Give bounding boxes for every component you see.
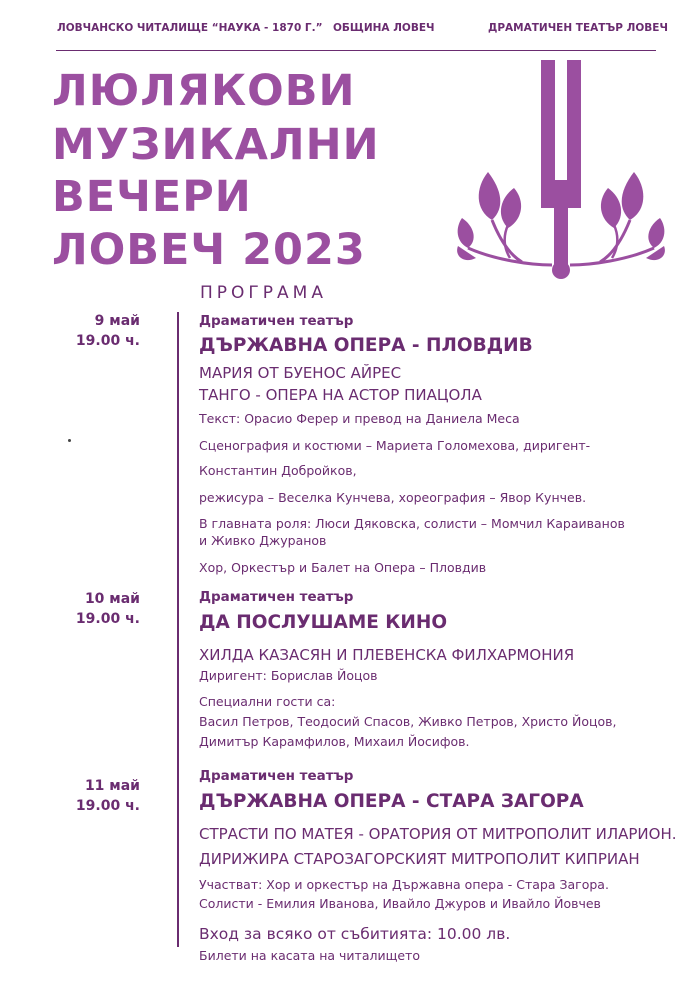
event-2-subtitle-1: ХИЛДА КАЗАСЯН И ПЛЕВЕНСКА ФИЛХАРМОНИЯ [199, 646, 575, 664]
event-2-headline: ДА ПОСЛУШАМЕ КИНО [199, 612, 448, 633]
print-speck [68, 439, 71, 442]
event-2-line-4: Димитър Карамфилов, Михаил Йосифов. [199, 734, 470, 749]
event-1-venue: Драматичен театър [199, 313, 354, 329]
entry-price: Вход за всяко от събитията: 10.00 лв. [199, 925, 511, 943]
event-2-date: 10 май [84, 591, 140, 607]
event-1-line-4: режисура – Веселка Кунчева, хореография – Явор Кунчев. [199, 490, 587, 505]
event-3-line-1: Участват: Хор и оркестър на Държавна опера - Стара Загора. [199, 877, 609, 892]
event-1-headline: ДЪРЖАВНА ОПЕРА - ПЛОВДИВ [199, 335, 533, 356]
tuning-fork-lilac-icon [450, 60, 665, 285]
organizer-theatre: ДРАМАТИЧЕН ТЕАТЪР ЛОВЕЧ [488, 22, 668, 34]
title-line-3: ВЕЧЕРИ [52, 172, 252, 222]
event-2-time: 19.00 ч. [75, 611, 140, 627]
event-1-time: 19.00 ч. [75, 333, 140, 349]
ticket-info: Билети на касата на читалището [199, 948, 420, 963]
event-1-line-6: и Живко Джуранов [199, 533, 327, 548]
event-3-headline: ДЪРЖАВНА ОПЕРА - СТАРА ЗАГОРА [199, 791, 584, 812]
event-2-venue: Драматичен театър [199, 589, 354, 605]
event-1-line-1: Текст: Орасио Ферер и превод на Даниела Меса [199, 411, 520, 426]
event-2-line-2: Специални гости са: [199, 694, 336, 709]
title-line-4: ЛОВЕЧ 2023 [52, 225, 366, 275]
event-3-time: 19.00 ч. [75, 798, 140, 814]
event-1-line-2: Сценография и костюми – Мариета Голомехова, диригент- [199, 438, 591, 453]
organizer-municipality: ОБЩИНА ЛОВЕЧ [333, 22, 435, 34]
header-rule [56, 50, 656, 51]
event-1-subtitle-1: МАРИЯ ОТ БУЕНОС АЙРЕС [199, 364, 402, 382]
title-line-1: ЛЮЛЯКОВИ [52, 66, 356, 116]
event-1-line-5: В главната роля: Люси Дяковска, солисти – Момчил Караиванов [199, 516, 625, 531]
event-1-date: 9 май [94, 313, 140, 329]
event-2-line-1: Диригент: Борислав Йоцов [199, 668, 378, 683]
event-3-subtitle-2: ДИРИЖИРА СТАРОЗАГОРСКИЯТ МИТРОПОЛИТ КИПРИАН [199, 850, 640, 868]
event-2-line-3: Васил Петров, Теодосий Спасов, Живко Петров, Христо Йоцов, [199, 714, 617, 729]
event-1-line-3: Константин Добройков, [199, 463, 357, 478]
title-line-2: МУЗИКАЛНИ [52, 120, 380, 170]
event-1-subtitle-2: ТАНГО - ОПЕРА НА АСТОР ПИАЦОЛА [199, 386, 482, 404]
event-3-venue: Драматичен театър [199, 768, 354, 784]
event-3-date: 11 май [84, 778, 140, 794]
program-label: ПРОГРАМА [200, 283, 327, 303]
timeline-divider [177, 312, 179, 947]
organizer-chitalishte: ЛОВЧАНСКО ЧИТАЛИЩЕ “НАУКА - 1870 Г.” [57, 22, 323, 34]
event-3-line-2: Солисти - Емилия Иванова, Ивайло Джуров и Ивайло Йовчев [199, 896, 601, 911]
event-3-subtitle-1: СТРАСТИ ПО МАТЕЯ - ОРАТОРИЯ ОТ МИТРОПОЛИТ ИЛАРИОН. [199, 825, 677, 843]
event-1-line-7: Хор, Оркестър и Балет на Опера – Пловдив [199, 560, 487, 575]
